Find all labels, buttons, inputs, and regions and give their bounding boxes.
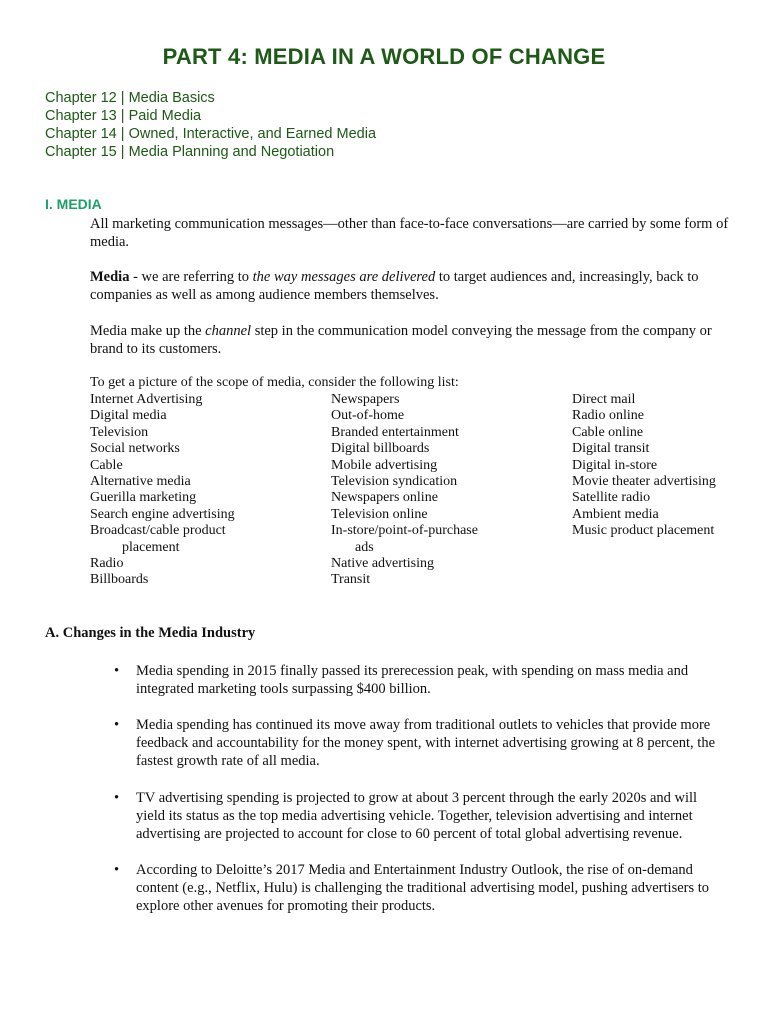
list-item: Social networks xyxy=(90,441,180,457)
list-item: Alternative media xyxy=(90,474,191,490)
list-item: placement xyxy=(122,539,180,555)
list-item: Satellite radio xyxy=(572,490,651,506)
bullet-text: TV advertising spending is projected to grow at about 3 percent through the early 2020s and will yield its status as the top media advertising vehicle. Together, television advertising and internet advertising are projected to account for close to 60 percent of total global advertising revenue. xyxy=(136,790,698,842)
list-item: Digital in-store xyxy=(572,457,658,473)
list-item: Search engine advertising xyxy=(90,506,235,522)
bullet-text: Media spending in 2015 finally passed its prerecession peak, with spending on mass media and integrated marketing tools surpassing $400 billion. xyxy=(136,663,689,697)
list-item: Native advertising xyxy=(331,556,435,572)
list-item: ads xyxy=(355,539,374,555)
bullet-text: Media spending has continued its move away from traditional outlets to vehicles that provide more feedback and accountability for the money spent, with internet advertising growing at 8 percent, the fastest growth rate of all media. xyxy=(136,717,716,769)
list-item: Radio xyxy=(90,556,124,572)
list-item: Movie theater advertising xyxy=(572,474,716,490)
subsection-heading: A. Changes in the Media Industry xyxy=(45,625,256,641)
list-item: Television xyxy=(90,424,149,440)
list-item: Digital transit xyxy=(572,441,650,457)
list-item: Cable online xyxy=(572,424,644,440)
chapter-list xyxy=(45,89,376,161)
bullet-item xyxy=(114,861,724,915)
chapter-item: Chapter 13 | Paid Media xyxy=(45,108,202,124)
text-span: - we are referring to xyxy=(129,269,253,285)
bullet-icon: • xyxy=(114,663,120,679)
list-item: Branded entertainment xyxy=(331,424,459,440)
chapter-item: Chapter 14 | Owned, Interactive, and Earned Media xyxy=(45,126,377,142)
text-span: step in the communication model conveying the message from the company or brand to its customers. xyxy=(90,323,712,357)
list-item: Out-of-home xyxy=(331,408,405,424)
media-term: Media xyxy=(90,269,130,285)
emphasis-text: the way messages are delivered xyxy=(252,269,436,285)
list-item: Television online xyxy=(331,506,428,522)
bullet-item xyxy=(114,789,724,843)
list-item: Broadcast/cable product xyxy=(90,523,226,539)
list-item: Newspapers xyxy=(331,392,400,407)
paragraph-channel xyxy=(90,322,730,358)
list-item: In-store/point-of-purchase xyxy=(331,523,478,539)
section-heading: I. MEDIA xyxy=(45,196,102,212)
list-item: Transit xyxy=(331,572,371,588)
list-item: Digital billboards xyxy=(331,441,430,457)
list-item: Guerilla marketing xyxy=(90,490,197,506)
text-span: Media make up the xyxy=(90,323,206,339)
chapter-item: Chapter 15 | Media Planning and Negotiation xyxy=(45,144,335,160)
paragraph-intro: All marketing communication messages—other than face-to-face conversations—are carried by some form of media. xyxy=(90,216,729,250)
media-list-column-3 xyxy=(572,392,716,540)
bullet-icon: • xyxy=(114,717,120,733)
list-item: Television syndication xyxy=(331,474,458,490)
chapter-item: Chapter 12 | Media Basics xyxy=(45,90,215,106)
bullet-item xyxy=(114,716,724,770)
media-list-column-2 xyxy=(331,392,478,589)
list-item: Newspapers online xyxy=(331,490,438,506)
list-intro: To get a picture of the scope of media, consider the following list: xyxy=(90,375,459,390)
bullet-item xyxy=(114,662,724,698)
list-item: Music product placement xyxy=(572,523,715,539)
list-item: Digital media xyxy=(90,408,167,424)
paragraph-media-definition xyxy=(90,268,730,304)
list-item: Billboards xyxy=(90,572,149,588)
bullet-icon: • xyxy=(114,862,120,878)
list-item: Cable xyxy=(90,457,123,473)
list-item: Ambient media xyxy=(572,506,659,522)
emphasis-text: channel xyxy=(205,323,252,339)
text-span: to target audiences and, increasingly, back to companies as well as among audience members themselves. xyxy=(90,269,699,303)
list-item: Radio online xyxy=(572,408,644,424)
list-item: Mobile advertising xyxy=(331,457,438,473)
bullet-text: According to Deloitte’s 2017 Media and Entertainment Industry Outlook, the rise of on-demand content (e.g., Netflix, Hulu) is challenging the traditional advertising model, pushing advertisers to explore other avenues for promoting their products. xyxy=(136,862,710,914)
page-title: PART 4: MEDIA IN A WORLD OF CHANGE xyxy=(162,44,606,69)
bullet-icon: • xyxy=(114,790,120,806)
list-item: Internet Advertising xyxy=(90,392,203,407)
media-list-column-1 xyxy=(90,392,235,589)
list-item: Direct mail xyxy=(572,392,636,407)
